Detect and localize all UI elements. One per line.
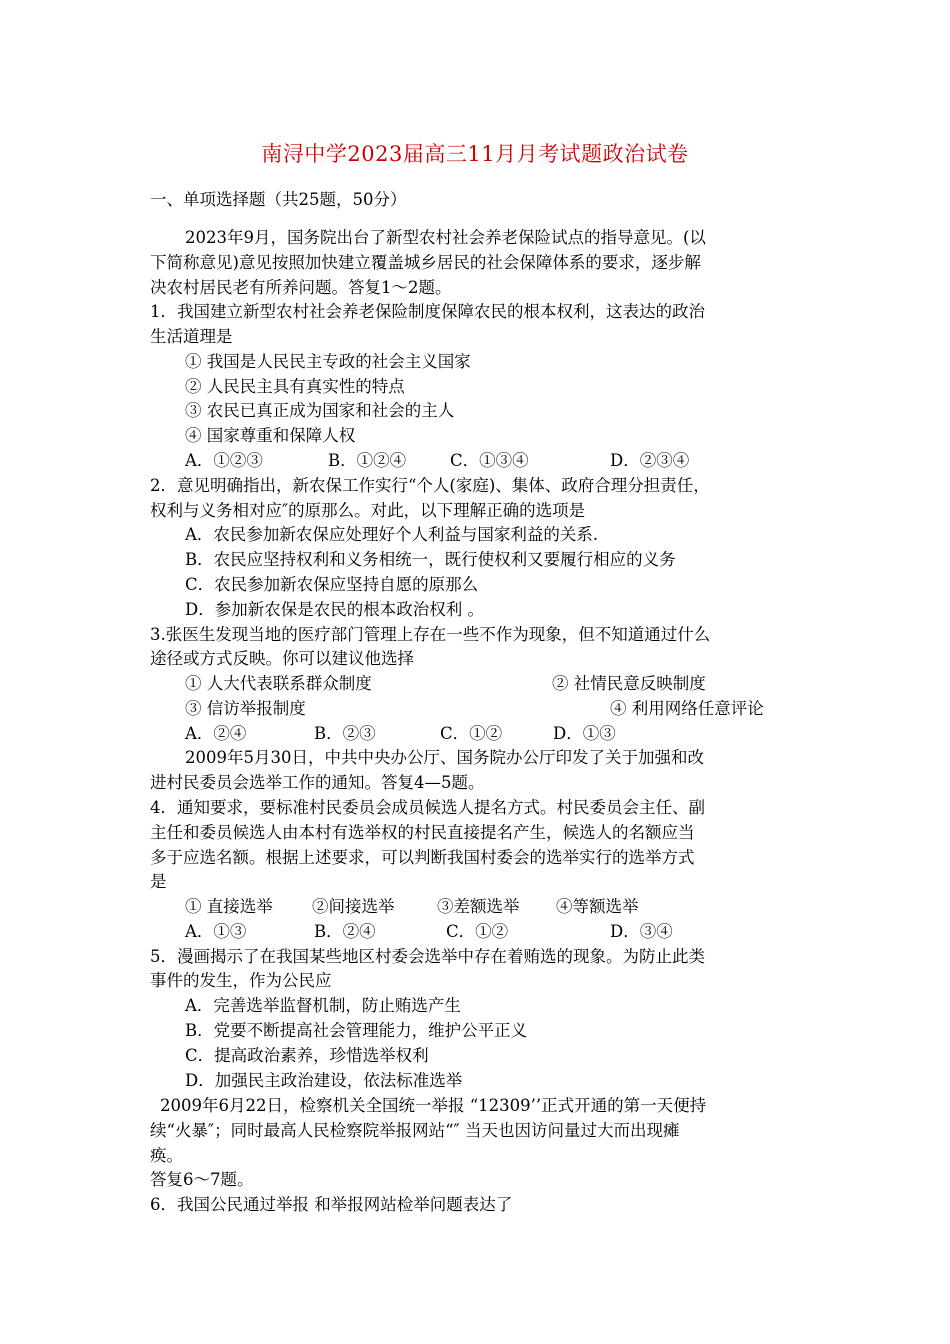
q4-option-d: D．③④ [610,922,673,941]
q1-item-1: ① 我国是人民民主专政的社会主义国家 [185,352,471,371]
q3-stem-line1: 3.张医生发现当地的医疗部门管理上存在一些不作为现象，但不知道通过什么 [150,625,711,644]
q1-item-2: ② 人民民主具有真实性的特点 [185,377,405,396]
q1-stem-line1: 1．我国建立新型农村社会养老保险制度保障农民的根本权利，这表达的政治 [150,302,705,321]
intro1-line3: 决农村居民老有所养问题。答复1～2题。 [150,278,452,297]
intro3-line2: 续“火暴″；同时最高人民检察院举报网站“″ 当天也因访问量过大而出现瘫 [150,1121,680,1140]
section-heading: 一、单项选择题（共25题，50分） [150,190,407,209]
q4-item-3: ③差额选举 [437,897,520,916]
q2-option-c: C．农民参加新农保应坚持自愿的原那么 [185,575,479,594]
q3-option-c: C．①② [440,724,503,743]
q4-stem-line3: 多于应选名额。根据上述要求，可以判断我国村委会的选举实行的选举方式 [150,848,695,867]
q5-stem-line2: 事件的发生，作为公民应 [150,971,332,990]
q1-option-a: A．①②③ [185,451,263,470]
q1-option-b: B．①②④ [328,451,407,470]
q1-item-4: ④ 国家尊重和保障人权 [185,426,356,445]
q1-option-d: D．②③④ [610,451,690,470]
q4-stem-line2: 主任和委员候选人由本村有选举权的村民直接提名产生，候选人的名额应当 [150,823,695,842]
intro1-line1: 2023年9月，国务院出台了新型农村社会养老保险试点的指导意见。(以 [185,228,706,247]
q2-option-d: D．参加新农保是农民的根本政治权利 。 [185,600,484,619]
intro2-line2: 进村民委员会选举工作的通知。答复4—5题。 [150,773,485,792]
q2-stem-line1: 2．意见明确指出，新农保工作实行“个人(家庭)、集体、政府合理分担责任， [150,476,710,495]
q3-item-3: ③ 信访举报制度 [185,699,306,718]
q3-option-b: B．②③ [314,724,376,743]
intro1-line2: 下简称意见)意见按照加快建立覆盖城乡居民的社会保障体系的要求，逐步解 [150,253,701,272]
q2-option-b: B．农民应坚持权利和义务相统一，既行使权利又要履行相应的义务 [185,550,676,569]
q5-option-b: B．党要不断提高社会管理能力，维护公平正义 [185,1021,528,1040]
exam-title: 南浔中学2023届高三11月月考试题政治试卷 [261,142,689,166]
intro3-line1: 2009年6月22日，检察机关全国统一举报 “12309’’正式开通的第一天便持 [160,1096,707,1115]
q3-item-1: ① 人大代表联系群众制度 [185,674,372,693]
q1-item-3: ③ 农民已真正成为国家和社会的主人 [185,401,455,420]
q1-stem-line2: 生活道理是 [150,327,233,346]
q5-option-d: D．加强民主政治建设，依法标准选举 [185,1071,463,1090]
q5-option-c: C．提高政治素养，珍惜选举权利 [185,1046,429,1065]
q5-stem-line1: 5．漫画揭示了在我国某些地区村委会选举中存在着贿选的现象。为防止此类 [150,947,705,966]
q1-option-c: C．①③④ [450,451,529,470]
q3-stem-line2: 途径或方式反映。你可以建议他选择 [150,649,414,668]
q4-item-4: ④等额选举 [556,897,639,916]
q4-stem-line1: 4．通知要求，要标准村民委员会成员候选人提名方式。村民委员会主任、副 [150,798,705,817]
intro3-line4: 答复6～7题。 [150,1170,254,1189]
q2-stem-line2: 权利与义务相对应″的原那么。对此，以下理解正确的选项是 [150,501,586,520]
q3-option-d: D．①③ [553,724,616,743]
q6-stem-line1: 6．我国公民通过举报 和举报网站检举问题表达了 [150,1195,513,1214]
intro3-line3: 痪。 [150,1146,183,1165]
q3-item-2: ② 社情民意反映制度 [552,674,706,693]
q4-item-2: ②间接选举 [312,897,395,916]
q4-option-a: A．①③ [185,922,247,941]
q4-option-b: B．②④ [314,922,376,941]
q4-item-1: ① 直接选举 [185,897,273,916]
q3-item-4: ④ 利用网络任意评论 [610,699,764,718]
q5-option-a: A．完善选举监督机制，防止贿选产生 [185,996,461,1015]
q4-option-c: C．①② [446,922,509,941]
q3-option-a: A．②④ [185,724,247,743]
q2-option-a: A．农民参加新农保应处理好个人利益与国家利益的关系. [185,525,599,544]
intro2-line1: 2009年5月30日，中共中央办公厅、国务院办公厅印发了关于加强和改 [185,748,704,767]
q4-stem-line4: 是 [150,872,167,891]
